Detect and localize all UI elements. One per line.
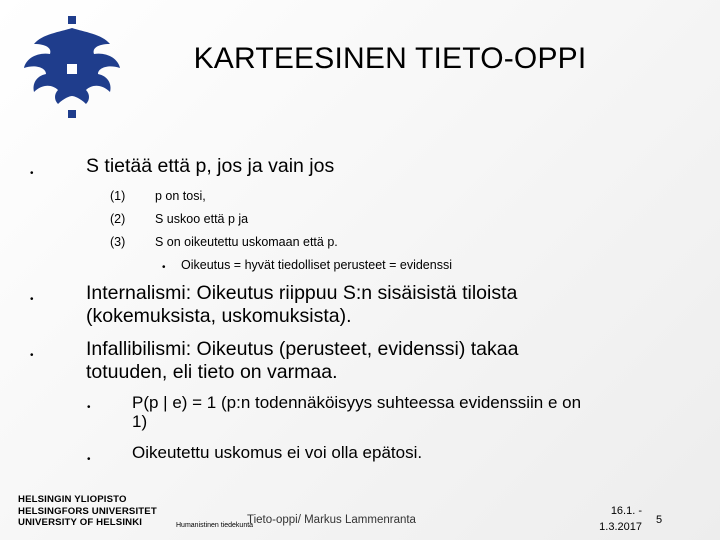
university-name [18,494,157,529]
infallible-belief-text: Oikeutettu uskomus ei voi olla epätosi. [132,443,423,462]
sub-bullet-marker: • [87,454,91,465]
condition-3-text: S on oikeutettu uskomaan että p. [155,235,338,249]
justification-note: Oikeutus = hyvät tiedolliset perusteet = evidenssi [181,258,452,272]
bullet-1-text: S tietää että p, jos ja vain jos [86,155,335,177]
bullet-2-line-2: (kokemuksista, uskomuksista). [86,305,352,327]
footer-date [599,503,642,535]
bullet-marker: • [30,350,34,361]
bullet-3-line-2: totuuden, eli tieto on varmaa. [86,361,338,383]
condition-2-text: S uskoo että p ja [155,212,249,226]
slide-title: KARTEESINEN TIETO-OPPI [193,42,587,75]
sub-bullet-marker: • [87,402,91,413]
condition-1-number: (1) [110,189,126,203]
condition-3-number: (3) [110,235,126,249]
bullet-marker: • [30,168,34,179]
condition-1-text: p on tosi, [155,189,206,203]
footer-author: Tieto-oppi/ Markus Lammenranta [247,514,416,526]
bullet-marker: • [30,294,34,305]
university-name-fi: HELSINGIN YLIOPISTO [18,494,127,505]
helsinki-university-flame-logo-icon [20,14,132,124]
probability-line-2: 1) [132,412,148,431]
page-number: 5 [656,514,663,526]
condition-2-number: (2) [110,212,126,226]
footer-date-line-1: 16.1. - [610,505,642,517]
sub-bullet-marker: • [162,262,166,273]
university-name-sv: HELSINGFORS UNIVERSITET [18,505,157,517]
bullet-2-line-1: Internalismi: Oikeutus riippuu S:n sisäisistä tiloista [86,282,518,304]
probability-line-1: P(p | e) = 1 (p:n todennäköisyys suhteessa evidenssiin e on [132,393,582,412]
bullet-3-line-1: Infallibilismi: Oikeutus (perusteet, evidenssi) takaa [86,338,519,360]
faculty-name: Humanistinen tiedekunta [176,522,254,529]
footer-date-line-2: 1.3.2017 [599,521,642,533]
university-name-en: UNIVERSITY OF HELSINKI [18,517,143,528]
